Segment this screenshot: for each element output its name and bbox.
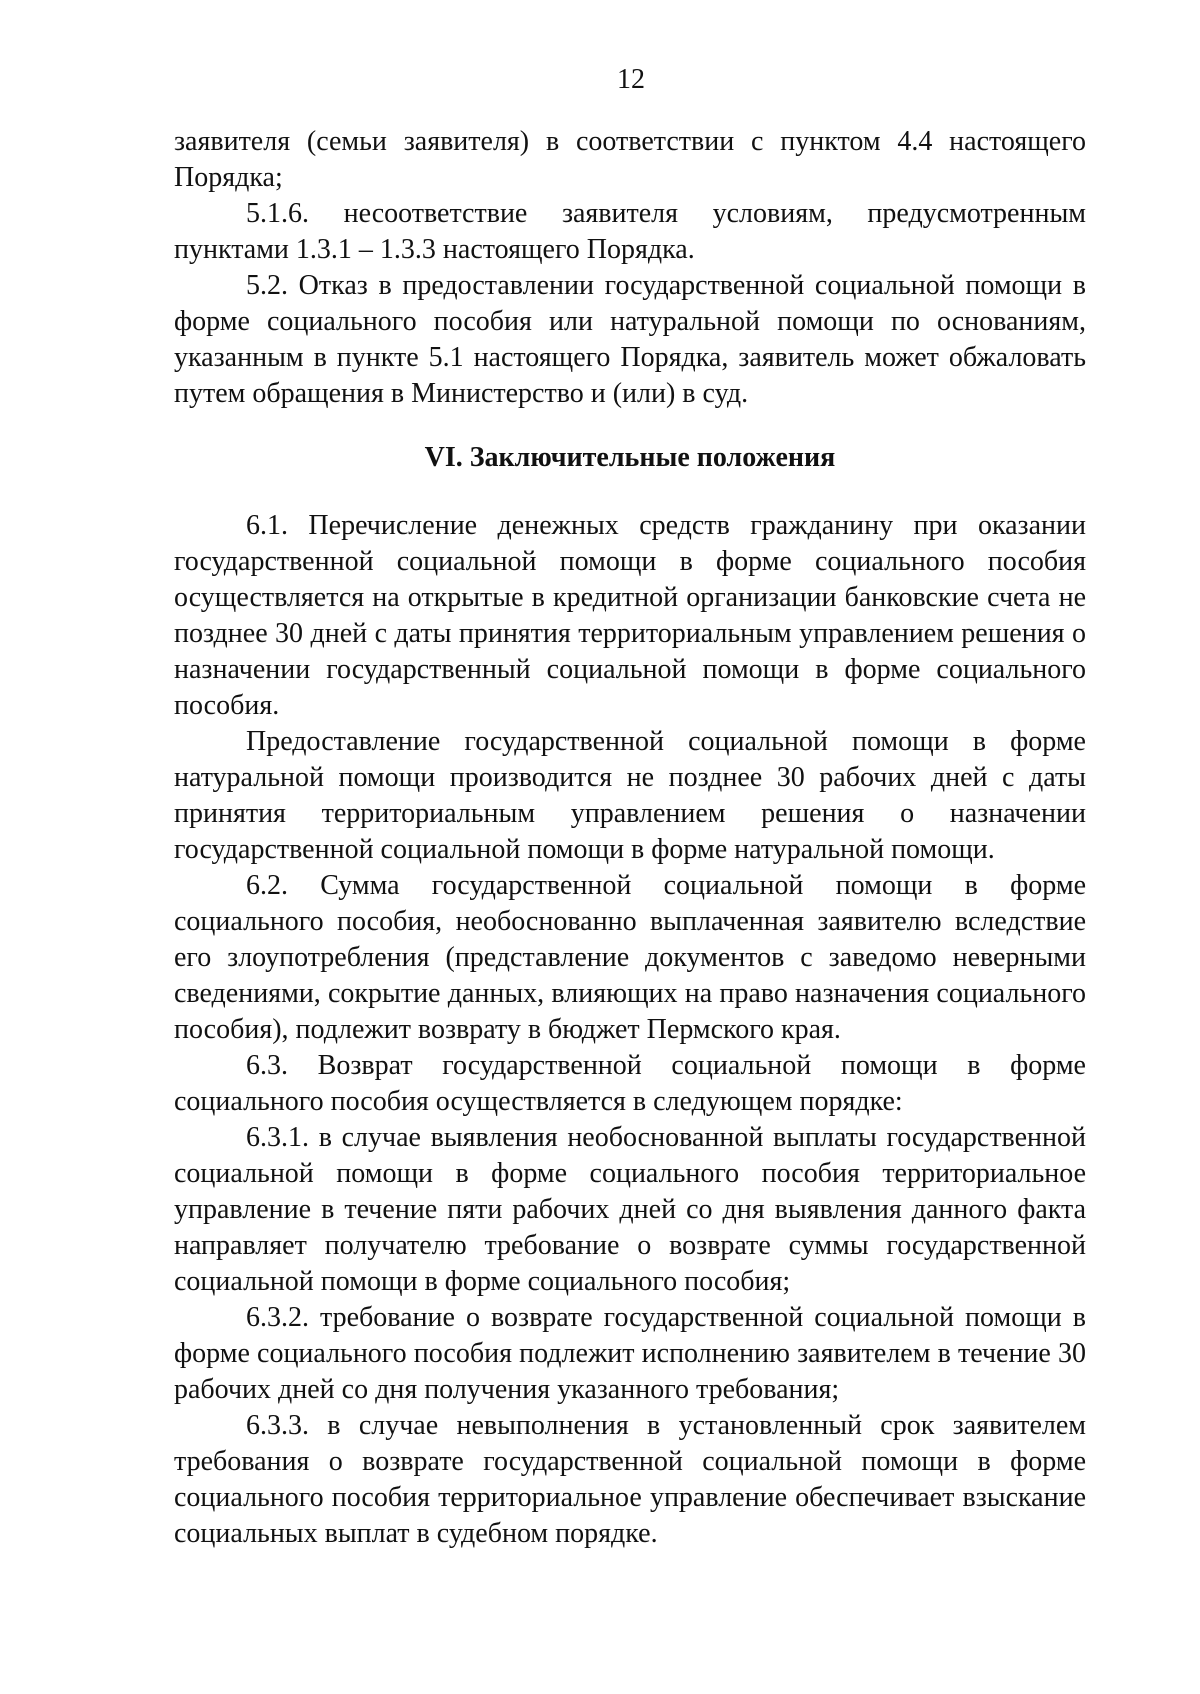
section-heading: VI. Заключительные положения [424,442,836,473]
paragraph-6-3: 6.3. Возврат государственной социальной помощи в форме социального пособия осуществляется в следующем порядке: [174,1050,1086,1117]
paragraph-6-3-2: 6.3.2. требование о возврате государственной социальной помощи в форме социального пособия подлежит исполнению заявителем в течение 30 рабочих дней со дня получения указанного требования; [174,1302,1086,1405]
paragraph-5-1-6: 5.1.6. несоответствие заявителя условиям, предусмотренным пунктами 1.3.1 – 1.3.3 настоящего Порядка. [174,198,1086,265]
document-body [174,124,1086,1552]
paragraph-continuation: заявителя (семьи заявителя) в соответствии с пунктом 4.4 настоящего Порядка; [174,126,1086,193]
paragraph-6-2: 6.2. Сумма государственной социальной помощи в форме социального пособия, необоснованно выплаченная заявителю вследствие его злоупотребления (представление документов с заведомо неверными сведениями, сокрытие данных, влияющих на право назначения социального пособия), подлежит возврату в бюджет Пермского края. [174,870,1086,1045]
paragraph-6-1: 6.1. Перечисление денежных средств гражданину при оказании государственной социальной помощи в форме социального пособия осуществляется на открытые в кредитной организации банковские счета не позднее 30 дней с даты принятия территориальным управлением решения о назначении государственный социальной помощи в форме социального пособия. [174,510,1086,721]
paragraph-6-3-3: 6.3.3. в случае невыполнения в установленный срок заявителем требования о возврате государственной социальной помощи в форме социального пособия территориальное управление обеспечивает взыскание социальных выплат в судебном порядке. [174,1410,1086,1549]
page-number: 12 [617,64,645,95]
paragraph-6-1-natural-aid: Предоставление государственной социальной помощи в форме натуральной помощи производится не позднее 30 рабочих дней с даты принятия территориальным управлением решения о назначении государственной социальной помощи в форме натуральной помощи. [174,726,1086,865]
paragraph-5-2: 5.2. Отказ в предоставлении государственной социальной помощи в форме социального пособия или натуральной помощи по основаниям, указанным в пункте 5.1 настоящего Порядка, заявитель может обжаловать путем обращения в Министерство и (или) в суд. [174,270,1086,409]
paragraph-6-3-1: 6.3.1. в случае выявления необоснованной выплаты государственной социальной помощи в форме социального пособия территориальное управление в течение пяти рабочих дней со дня выявления данного факта направляет получателю требование о возврате суммы государственной социальной помощи в форме социального пособия; [174,1122,1086,1297]
